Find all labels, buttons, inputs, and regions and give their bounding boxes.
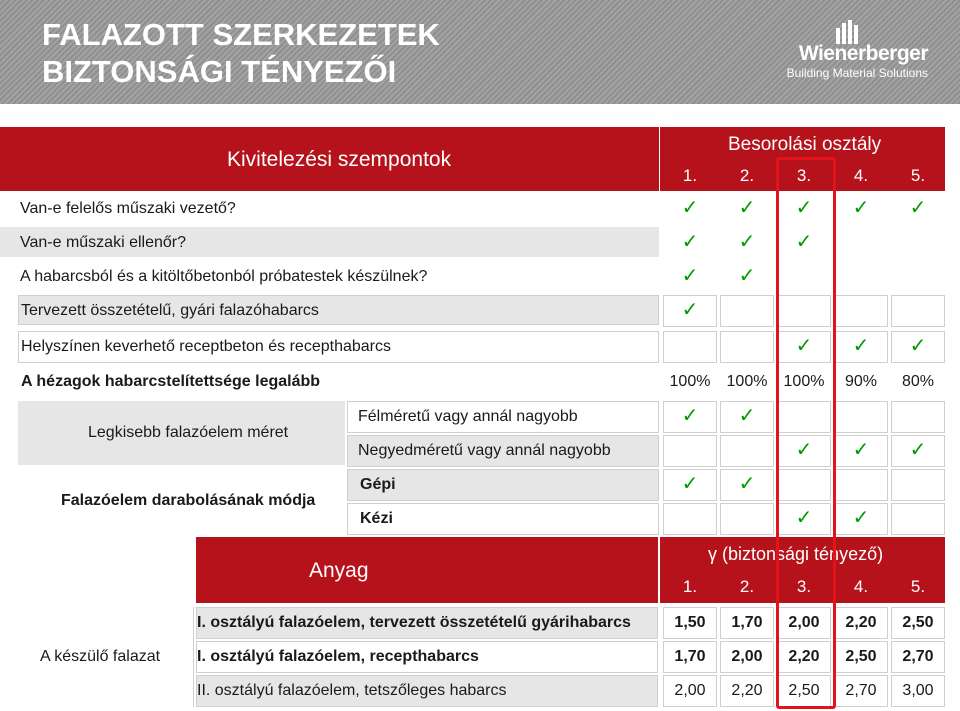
- criteria-cell-4: [834, 295, 888, 327]
- size-row-label: Félméretű vagy annál nagyobb: [358, 408, 578, 425]
- check-icon: ✓: [909, 197, 927, 219]
- criteria-cell-1: [663, 331, 717, 363]
- joint-row-label: A hézagok habarcstelítettsége legalább: [21, 373, 321, 390]
- class-number-1: 1.: [682, 166, 698, 185]
- slide-header: [0, 0, 960, 104]
- check-icon: ✓: [738, 197, 756, 219]
- class-number-3: 3.: [796, 166, 812, 185]
- check-icon: ✓: [852, 507, 870, 529]
- gamma-value-2: 2,00: [731, 648, 763, 665]
- cut-row-label: Kézi: [360, 510, 393, 527]
- slide-title: [42, 16, 440, 90]
- joint-value-5: 80%: [901, 373, 935, 390]
- size-cell-2: [720, 435, 774, 467]
- criteria-cell-2: [720, 331, 774, 363]
- class-number-2: 2.: [739, 166, 755, 185]
- check-icon: ✓: [681, 473, 699, 495]
- cut-row: [347, 503, 659, 535]
- check-icon: ✓: [795, 439, 813, 461]
- logo-name: Wienerberger: [798, 42, 928, 65]
- criteria-cell-3: [777, 295, 831, 327]
- gamma-group-label: A készülő falazat: [40, 648, 161, 665]
- gamma-value-1: 1,50: [674, 614, 706, 631]
- check-icon: ✓: [738, 405, 756, 427]
- check-icon: ✓: [852, 439, 870, 461]
- criteria-row-label: A habarcsból és a kitöltőbetonból próbatestek készülnek?: [20, 268, 428, 285]
- criteria-cell-2: [720, 295, 774, 327]
- cut-cell-1: [663, 503, 717, 535]
- size-group-label: Legkisebb falazóelem méret: [88, 424, 289, 441]
- tower-logo-icon: [832, 20, 868, 44]
- size-row-label: Negyedméretű vagy annál nagyobb: [358, 442, 611, 459]
- criteria-cell-5: [891, 295, 945, 327]
- check-icon: ✓: [681, 299, 699, 321]
- gamma-value-5: 2,70: [902, 648, 934, 665]
- gamma-value-3: 2,50: [788, 682, 820, 699]
- cut-cell-2: [720, 503, 774, 535]
- joint-value-1: 100%: [669, 373, 711, 390]
- size-cell-1: [663, 435, 717, 467]
- gamma-class-number-5: 5.: [910, 577, 926, 596]
- gamma-class-number-1: 1.: [682, 577, 698, 596]
- slide-title-line2: BIZTONSÁGI TÉNYEZŐI: [42, 54, 397, 89]
- size-cell-4: [834, 401, 888, 433]
- cut-cell-3: [777, 469, 831, 501]
- slide-title-line1: FALAZOTT SZERKEZETEK: [42, 17, 440, 52]
- gamma-value-5: 3,00: [902, 682, 934, 699]
- class-number-4: 4.: [853, 166, 869, 185]
- check-icon: ✓: [738, 231, 756, 253]
- gamma-value-4: 2,70: [845, 682, 877, 699]
- check-icon: ✓: [681, 405, 699, 427]
- criteria-row-label: Tervezett összetételű, gyári falazóhabarcs: [21, 302, 319, 319]
- gamma-value-3: 2,00: [788, 614, 820, 631]
- gamma-value-4: 2,50: [845, 648, 877, 665]
- check-icon: ✓: [795, 335, 813, 357]
- gamma-class-number-4: 4.: [853, 577, 869, 596]
- check-icon: ✓: [681, 197, 699, 219]
- criteria-row-label: Van-e felelős műszaki vezető?: [20, 200, 236, 217]
- material-header: [196, 537, 658, 603]
- cut-cell-5: [891, 469, 945, 501]
- check-icon: ✓: [852, 197, 870, 219]
- cut-group: [18, 469, 345, 533]
- criteria-row-label: Van-e műszaki ellenőr?: [20, 234, 187, 251]
- gamma-group: [18, 607, 194, 707]
- check-icon: ✓: [795, 507, 813, 529]
- check-icon: ✓: [681, 265, 699, 287]
- joint-value-4: 90%: [844, 373, 878, 390]
- cut-cell-5: [891, 503, 945, 535]
- class-header-label: Besorolási osztály: [728, 134, 882, 155]
- joint-value-2: 100%: [726, 373, 768, 390]
- check-icon: ✓: [852, 335, 870, 357]
- wienerberger-logo: [768, 20, 928, 80]
- material-header-label: Anyag: [309, 559, 369, 582]
- gamma-header-label: γ (biztonsági tényező): [708, 544, 884, 564]
- class-number-5: 5.: [910, 166, 926, 185]
- gamma-value-2: 1,70: [731, 614, 763, 631]
- gamma-value-4: 2,20: [845, 614, 877, 631]
- check-icon: ✓: [795, 231, 813, 253]
- gamma-row-label: I. osztályú falazóelem, tervezett összetételű gyárihabarcs: [197, 614, 631, 631]
- cut-group-label: Falazóelem darabolásának módja: [61, 492, 316, 509]
- gamma-row-label: I. osztályú falazóelem, recepthabarcs: [197, 648, 479, 665]
- gamma-class-number-3: 3.: [796, 577, 812, 596]
- gamma-value-1: 2,00: [674, 682, 706, 699]
- gamma-value-5: 2,50: [902, 614, 934, 631]
- check-icon: ✓: [681, 231, 699, 253]
- cut-cell-4: [834, 469, 888, 501]
- gamma-value-3: 2,20: [788, 648, 820, 665]
- gamma-class-number-2: 2.: [739, 577, 755, 596]
- size-cell-3: [777, 401, 831, 433]
- logo-tagline: Building Material Solutions: [786, 66, 928, 80]
- check-icon: ✓: [738, 473, 756, 495]
- check-icon: ✓: [738, 265, 756, 287]
- gamma-value-1: 1,70: [674, 648, 706, 665]
- criteria-header-label: Kivitelezési szempontok: [227, 148, 452, 171]
- check-icon: ✓: [795, 197, 813, 219]
- gamma-row-label: II. osztályú falazóelem, tetszőleges habarcs: [197, 682, 507, 699]
- criteria-row-label: Helyszínen keverhető receptbeton és recepthabarcs: [21, 338, 391, 355]
- cut-row-label: Gépi: [360, 476, 396, 493]
- size-group: [18, 401, 345, 465]
- size-cell-5: [891, 401, 945, 433]
- check-icon: ✓: [909, 335, 927, 357]
- check-icon: ✓: [909, 439, 927, 461]
- joint-value-3: 100%: [783, 373, 825, 390]
- gamma-value-2: 2,20: [731, 682, 763, 699]
- criteria-header: [0, 127, 659, 191]
